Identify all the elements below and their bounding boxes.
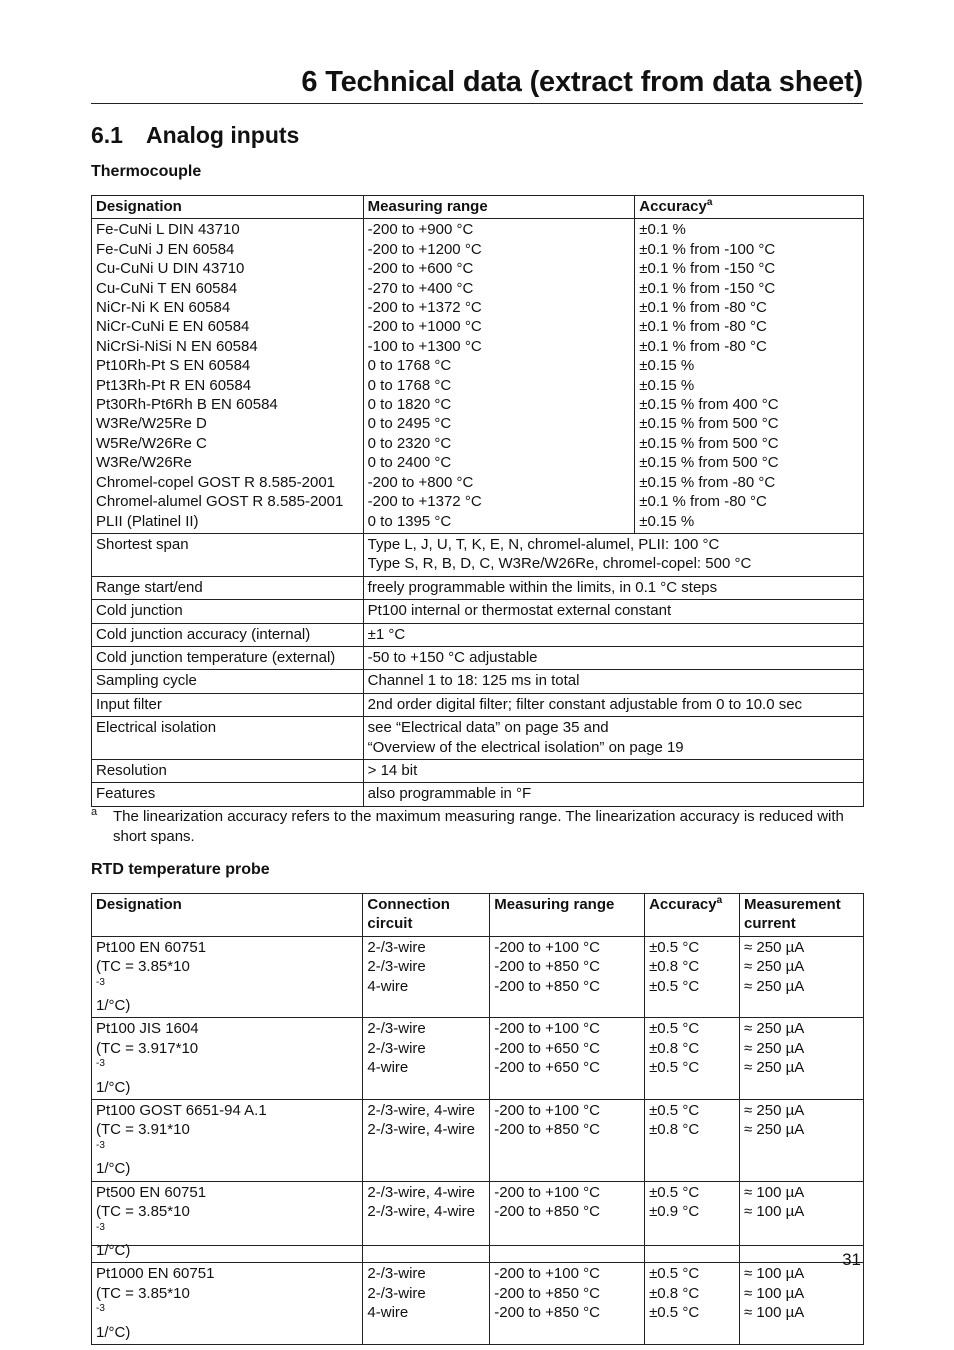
sensor-list-row [92,219,864,534]
rtd-connection-circuit: 4-wire [367,1304,409,1322]
property-label: Cold junction [92,600,364,623]
sensor-designation: W3Re/W26Re [96,454,192,472]
sensor-accuracy: ±0.15 % [639,512,695,530]
sensor-range: -200 to +1372 °C [367,493,482,511]
rtd-connection-circuit-cell [363,1181,490,1263]
rtd-measurement-current: ≈ 250 µA [744,958,805,976]
rtd-measurement-current: ≈ 100 µA [744,1284,805,1302]
rtd-connection-circuit-cell [363,936,490,1018]
property-value-line: “Overview of the electrical isolation” on page 19 [367,738,684,756]
rtd-row [92,1100,864,1182]
sensor-designation: PLII (Platinel II) [96,512,199,530]
accuracy-header-label: Accuracy [649,896,717,913]
rtd-measurement-current: ≈ 250 µA [744,1102,805,1120]
property-value [363,576,863,599]
footnote-reference: a [706,197,713,208]
rtd-row [92,1263,864,1345]
rtd-measuring-range-cell [490,1100,645,1182]
sensor-designation: Chromel-alumel GOST R 8.585-2001 [96,493,344,511]
sensor-accuracy: ±0.15 % [639,376,695,394]
col-header-designation: Designation [92,894,363,937]
sensor-accuracy: ±0.1 % from -150 °C [639,279,776,297]
rtd-measurement-current-cell [740,1263,864,1345]
table-header-row [92,196,864,219]
sensor-accuracies-cell [635,219,864,534]
sensor-accuracy: ±0.1 % from -80 °C [639,318,767,336]
sensor-designation: Cu-CuNi T EN 60584 [96,279,238,297]
rtd-accuracy: ±0.8 °C [649,1284,700,1302]
sensor-range: -270 to +400 °C [367,279,474,297]
sensor-range: -200 to +1372 °C [367,299,482,317]
footer-rule [91,1245,863,1246]
property-row [92,759,864,782]
property-value-line: see “Electrical data” on page 35 and [367,719,609,737]
rtd-connection-circuit: 2-/3-wire, 4-wire [367,1121,475,1139]
property-label: Sampling cycle [92,670,364,693]
rtd-accuracy-cell [645,936,740,1018]
rtd-temperature-coefficient [96,1284,358,1342]
rtd-accuracy: ±0.5 °C [649,1304,700,1322]
property-row [92,693,864,716]
sensor-range: 0 to 1820 °C [367,396,452,414]
rtd-measurement-current: ≈ 100 µA [744,1183,805,1201]
rtd-name: Pt100 GOST 6651-94 A.1 [96,1102,267,1120]
sensor-accuracy: ±0.1 % [639,221,686,239]
rtd-accuracy: ±0.5 °C [649,1020,700,1038]
property-value [363,533,863,576]
thermocouple-heading: Thermocouple [91,163,202,180]
rtd-accuracy-cell [645,1181,740,1263]
rtd-accuracy: ±0.5 °C [649,977,700,995]
sensor-designations-cell [92,219,364,534]
property-row [92,783,864,806]
col-header-accuracy [635,196,864,219]
tc-exponent: -3 [96,1221,105,1233]
rtd-table [91,893,864,1345]
rtd-measurement-current: ≈ 250 µA [744,1039,805,1057]
sensor-accuracy: ±0.15 % from 400 °C [639,396,779,414]
rtd-measuring-range: -200 to +850 °C [494,1284,600,1302]
tc-exponent: -3 [96,1058,105,1070]
property-value-line: Channel 1 to 18: 125 ms in total [367,672,580,690]
property-label: Electrical isolation [92,717,364,760]
rtd-measurement-current: ≈ 250 µA [744,977,805,995]
col-header-measuring-range: Measuring range [490,894,645,937]
sensor-accuracy: ±0.1 % from -80 °C [639,493,767,511]
rtd-temperature-coefficient [96,1120,358,1178]
rtd-temperature-coefficient [96,1202,358,1260]
property-value [363,693,863,716]
property-label: Cold junction accuracy (internal) [92,623,364,646]
rtd-measuring-range: -200 to +100 °C [494,938,600,956]
footnote-reference: a [716,895,723,906]
sensor-range: -200 to +900 °C [367,221,474,239]
sensor-range: 0 to 1395 °C [367,512,452,530]
rtd-accuracy-cell [645,1100,740,1182]
rtd-accuracy-cell [645,1018,740,1100]
sensor-range: -200 to +1200 °C [367,240,482,258]
sensor-accuracy: ±0.1 % from -80 °C [639,337,767,355]
rtd-accuracy: ±0.8 °C [649,958,700,976]
rtd-accuracy: ±0.5 °C [649,1102,700,1120]
rtd-connection-circuit: 4-wire [367,1059,409,1077]
property-row [92,600,864,623]
property-value [363,783,863,806]
tc-exponent: -3 [96,1139,105,1151]
sensor-designation: Pt13Rh-Pt R EN 60584 [96,376,252,394]
property-value [363,717,863,760]
thermocouple-table [91,195,864,807]
page-number: 31 [842,1250,861,1269]
sensor-designation: W3Re/W25Re D [96,415,207,433]
section-number: 6.1 [91,122,123,148]
col-header-accuracy [645,894,740,937]
sensor-range: -100 to +1300 °C [367,337,482,355]
rtd-accuracy: ±0.8 °C [649,1121,700,1139]
rtd-accuracy: ±0.8 °C [649,1039,700,1057]
sensor-designation: Pt10Rh-Pt S EN 60584 [96,357,251,375]
sensor-accuracy: ±0.15 % from 500 °C [639,454,779,472]
rtd-connection-circuit-cell [363,1263,490,1345]
rtd-measuring-range-cell [490,1018,645,1100]
footnote [91,807,864,846]
rtd-connection-circuit: 2-/3-wire [367,1039,426,1057]
tc-suffix: 1/°C) [96,1323,131,1341]
footnote-mark: a [91,806,98,818]
rtd-measuring-range: -200 to +850 °C [494,958,600,976]
property-label: Features [92,783,364,806]
tc-exponent: -3 [96,1303,105,1315]
property-label: Resolution [92,759,364,782]
rtd-connection-circuit: 2-/3-wire [367,1284,426,1302]
property-row [92,717,864,760]
sensor-designation: Pt30Rh-Pt6Rh B EN 60584 [96,396,278,414]
rtd-designation [92,1263,363,1345]
sensor-range: -200 to +800 °C [367,473,474,491]
property-value-line: freely programmable within the limits, in 0.1 °C steps [367,578,718,596]
section-title [91,122,299,149]
rtd-measurement-current: ≈ 250 µA [744,1059,805,1077]
property-value-line: > 14 bit [367,761,418,779]
tc-suffix: 1/°C) [96,1241,131,1259]
rtd-measuring-range: -200 to +650 °C [494,1039,600,1057]
rtd-designation [92,1181,363,1263]
section-label: Analog inputs [146,122,300,148]
sensor-range: 0 to 2400 °C [367,454,452,472]
rtd-connection-circuit-cell [363,1018,490,1100]
tc-prefix: (TC = 3.85*10 [96,958,190,976]
property-value-line: Type S, R, B, D, C, W3Re/W26Re, chromel-copel: 500 °C [367,555,752,573]
rtd-measuring-range: -200 to +850 °C [494,1203,600,1221]
sensor-range: 0 to 1768 °C [367,357,452,375]
tc-suffix: 1/°C) [96,997,131,1015]
rtd-measuring-range: -200 to +100 °C [494,1020,600,1038]
rtd-heading: RTD temperature probe [91,861,270,878]
sensor-accuracy: ±0.1 % from -150 °C [639,260,776,278]
property-row [92,646,864,669]
tc-prefix: (TC = 3.85*10 [96,1203,190,1221]
rtd-measurement-current-cell [740,1100,864,1182]
footnote-text: The linearization accuracy refers to the maximum measuring range. The linearization accuracy is reduced with short spans. [113,808,844,845]
property-value-line: 2nd order digital filter; filter constant adjustable from 0 to 10.0 sec [367,695,803,713]
rtd-measuring-range: -200 to +850 °C [494,977,600,995]
property-value-line: Pt100 internal or thermostat external constant [367,602,672,620]
tc-suffix: 1/°C) [96,1160,131,1178]
sensor-range: -200 to +1000 °C [367,318,482,336]
header-line: circuit [367,915,413,933]
sensor-designation: W5Re/W26Re C [96,434,207,452]
sensor-ranges-cell [363,219,635,534]
sensor-accuracy: ±0.15 % from -80 °C [639,473,776,491]
rtd-connection-circuit: 2-/3-wire [367,1265,426,1283]
rtd-accuracy-cell [645,1263,740,1345]
property-row [92,670,864,693]
rtd-measuring-range-cell [490,1181,645,1263]
rtd-temperature-coefficient [96,1039,358,1097]
rtd-name: Pt500 EN 60751 [96,1183,207,1201]
property-value-line: also programmable in °F [367,785,532,803]
rtd-name: Pt100 JIS 1604 [96,1020,199,1038]
sensor-range: 0 to 2320 °C [367,434,452,452]
property-value [363,600,863,623]
col-header-measurement-current [740,894,864,937]
rtd-designation [92,936,363,1018]
sensor-designation: Fe-CuNi J EN 60584 [96,240,235,258]
sensor-designation: Cu-CuNi U DIN 43710 [96,260,245,278]
rtd-accuracy: ±0.5 °C [649,1265,700,1283]
tc-prefix: (TC = 3.91*10 [96,1121,190,1139]
rtd-measurement-current: ≈ 250 µA [744,1121,805,1139]
property-row [92,576,864,599]
rtd-measuring-range: -200 to +100 °C [494,1102,600,1120]
rtd-measuring-range: -200 to +100 °C [494,1183,600,1201]
rtd-measurement-current: ≈ 100 µA [744,1265,805,1283]
table-header-row [92,894,864,937]
rtd-row [92,1181,864,1263]
rtd-connection-circuit-cell [363,1100,490,1182]
rtd-measurement-current-cell [740,1018,864,1100]
rtd-measuring-range: -200 to +850 °C [494,1304,600,1322]
tc-exponent: -3 [96,976,105,988]
rtd-connection-circuit: 2-/3-wire [367,958,426,976]
tc-prefix: (TC = 3.85*10 [96,1284,190,1302]
header-line: current [744,915,796,933]
property-label: Shortest span [92,533,364,576]
rtd-measurement-current: ≈ 250 µA [744,1020,805,1038]
rtd-row [92,936,864,1018]
accuracy-header-label: Accuracy [639,198,707,215]
rtd-designation [92,1018,363,1100]
property-value-line: ±1 °C [367,625,406,643]
sensor-range: 0 to 2495 °C [367,415,452,433]
sensor-accuracy: ±0.15 % from 500 °C [639,434,779,452]
chapter-rule [91,103,863,104]
sensor-designation: Fe-CuNi L DIN 43710 [96,221,240,239]
sensor-range: 0 to 1768 °C [367,376,452,394]
rtd-measurement-current: ≈ 100 µA [744,1304,805,1322]
rtd-designation [92,1100,363,1182]
property-value [363,623,863,646]
rtd-name: Pt1000 EN 60751 [96,1265,215,1283]
rtd-measuring-range-cell [490,1263,645,1345]
rtd-measurement-current-cell [740,936,864,1018]
sensor-accuracy: ±0.1 % from -100 °C [639,240,776,258]
rtd-accuracy: ±0.5 °C [649,1183,700,1201]
property-row [92,533,864,576]
rtd-accuracy: ±0.9 °C [649,1203,700,1221]
sensor-accuracy: ±0.15 % from 500 °C [639,415,779,433]
property-row [92,623,864,646]
header-line: Connection [367,896,450,913]
rtd-accuracy: ±0.5 °C [649,938,700,956]
rtd-connection-circuit: 2-/3-wire, 4-wire [367,1203,475,1221]
header-line: Measurement [744,896,841,913]
sensor-accuracy: ±0.1 % from -80 °C [639,299,767,317]
property-value-line: -50 to +150 °C adjustable [367,648,538,666]
chapter-title: 6 Technical data (extract from data sheet) [301,66,863,98]
tc-suffix: 1/°C) [96,1078,131,1096]
property-label: Cold junction temperature (external) [92,646,364,669]
property-value [363,759,863,782]
rtd-measuring-range-cell [490,936,645,1018]
rtd-connection-circuit: 2-/3-wire [367,938,426,956]
property-value-line: Type L, J, U, T, K, E, N, chromel-alumel, PLII: 100 °C [367,535,720,553]
tc-prefix: (TC = 3.917*10 [96,1039,199,1057]
property-value [363,670,863,693]
property-label: Range start/end [92,576,364,599]
rtd-measuring-range: -200 to +100 °C [494,1265,600,1283]
sensor-range: -200 to +600 °C [367,260,474,278]
rtd-temperature-coefficient [96,957,358,1015]
rtd-measuring-range: -200 to +650 °C [494,1059,600,1077]
property-label: Input filter [92,693,364,716]
rtd-name: Pt100 EN 60751 [96,938,207,956]
rtd-accuracy: ±0.5 °C [649,1059,700,1077]
property-value [363,646,863,669]
rtd-measurement-current: ≈ 100 µA [744,1203,805,1221]
rtd-connection-circuit: 2-/3-wire, 4-wire [367,1183,475,1201]
rtd-row [92,1018,864,1100]
rtd-connection-circuit: 2-/3-wire [367,1020,426,1038]
col-header-designation: Designation [92,196,364,219]
sensor-designation: Chromel-copel GOST R 8.585-2001 [96,473,336,491]
sensor-accuracy: ±0.15 % [639,357,695,375]
rtd-measuring-range: -200 to +850 °C [494,1121,600,1139]
sensor-designation: NiCrSi-NiSi N EN 60584 [96,337,258,355]
rtd-connection-circuit: 2-/3-wire, 4-wire [367,1102,475,1120]
sensor-designation: NiCr-CuNi E EN 60584 [96,318,250,336]
col-header-measuring-range: Measuring range [363,196,635,219]
rtd-measurement-current: ≈ 250 µA [744,938,805,956]
col-header-connection-circuit [363,894,490,937]
rtd-connection-circuit: 4-wire [367,977,409,995]
sensor-designation: NiCr-Ni K EN 60584 [96,299,231,317]
